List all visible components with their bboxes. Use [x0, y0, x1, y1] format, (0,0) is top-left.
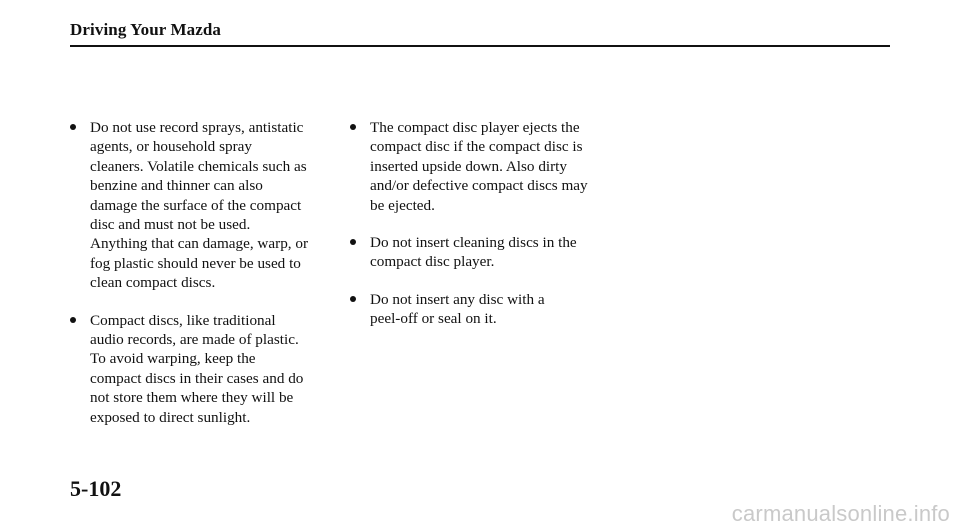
left-column [70, 118, 340, 445]
bullet-dot-icon [70, 124, 76, 130]
page-number: 5-102 [70, 476, 122, 501]
right-column [350, 118, 620, 347]
bullet-item [350, 233, 620, 272]
bullet-text: Do not use record sprays, antistatic agents, or household spray cleaners. Volatile chemicals such as benzine and thinner can also damage the surface of the compact disc and must not be used. Anything that can damage, warp, or fog plastic should never be used to clean compact discs. [90, 119, 309, 292]
bullet-text: Do not insert any disc with a peel-off or seal on it. [370, 290, 545, 328]
bullet-dot-icon [70, 317, 76, 323]
section-title: Driving Your Mazda [70, 20, 222, 39]
bullet-dot-icon [350, 296, 356, 302]
bullet-item [350, 118, 620, 215]
bullet-item [70, 118, 340, 293]
bullet-dot-icon [350, 124, 356, 130]
bullet-dot-icon [350, 239, 356, 245]
bullet-text: Do not insert cleaning discs in the compact disc player. [370, 234, 577, 271]
watermark: carmanualsonline.info [731, 501, 950, 526]
header-divider [70, 45, 890, 47]
bullet-item [70, 311, 340, 427]
bullet-text: Compact discs, like traditional audio records, are made of plastic. To avoid warping, keep the compact discs in their cases and do not store them where they will be exposed to direct sunlight. [90, 311, 304, 426]
bullet-item [350, 290, 620, 329]
bullet-text: The compact disc player ejects the compact disc if the compact disc is inserted upside down. Also dirty and/or defective compact discs may be ejected. [370, 119, 588, 214]
